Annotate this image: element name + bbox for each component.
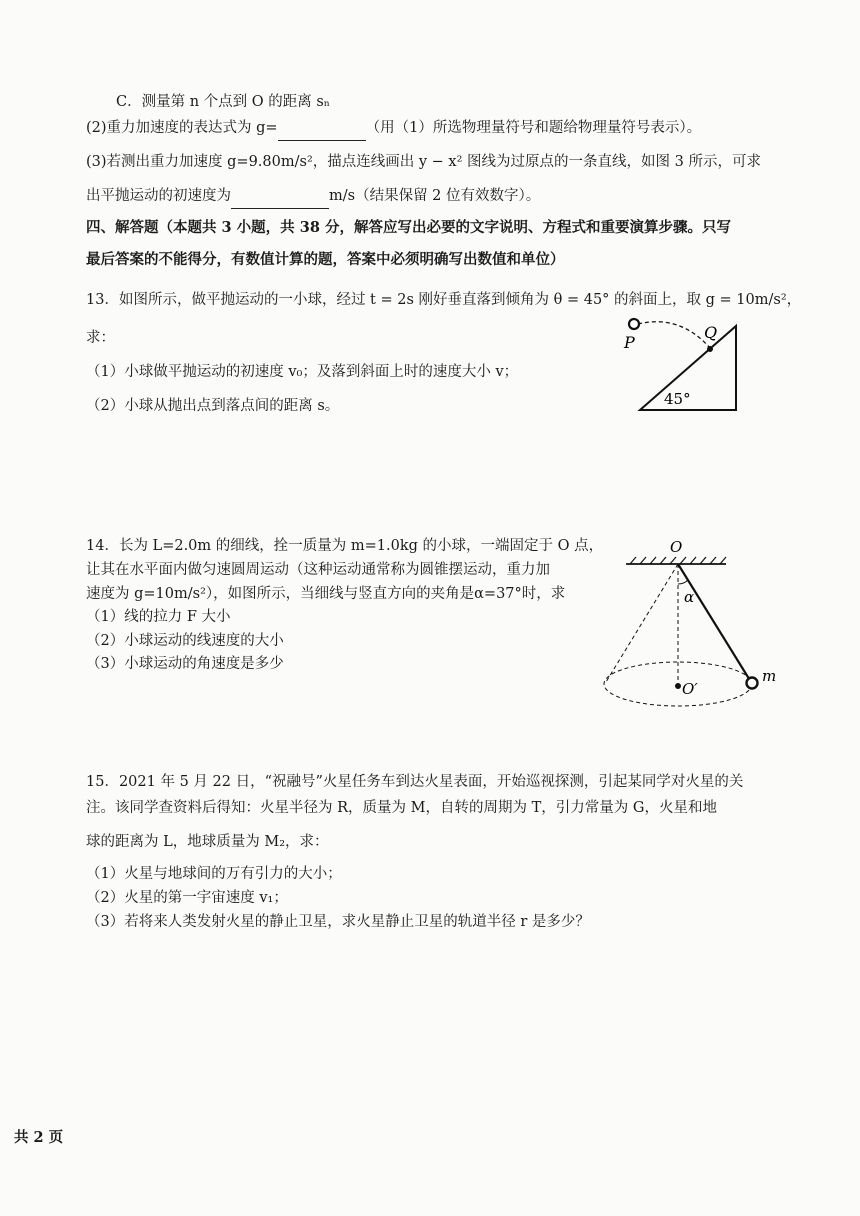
q14-stem-line1: 14．长为 L=2.0m 的细线，拴一质量为 m=1.0kg 的小球，一端固定于 O 点， — [86, 538, 604, 554]
string-line — [678, 564, 751, 682]
center-o-prime-point — [675, 683, 681, 689]
q12-option-c: C．测量第 n 个点到 O 的距离 sₙ — [116, 94, 331, 110]
q12-part3-text-b: m/s（结果保留 2 位有效数字）。 — [329, 188, 541, 204]
angle-label: 45° — [664, 390, 691, 408]
q13-subquestion-2: （2）小球从抛出点到落点间的距离 s。 — [86, 398, 340, 414]
label-alpha: α — [684, 588, 695, 606]
q12-part2-text-a: (2)重力加速度的表达式为 g= — [86, 120, 278, 136]
q14-subquestion-2: （2）小球运动的线速度的大小 — [86, 633, 284, 649]
q15-subquestion-3: （3）若将来人类发射火星的静止卫星，求火星静止卫星的轨道半径 r 是多少？ — [86, 914, 590, 930]
q15-subquestion-1: （1）火星与地球间的万有引力的大小； — [86, 866, 342, 882]
q14-subquestion-1: （1）线的拉力 F 大小 — [86, 609, 231, 625]
label-m: m — [762, 667, 777, 685]
q12-part2-text-b: （用（1）所选物理量符号和题给物理量符号表示）。 — [365, 120, 702, 136]
label-o: O — [670, 538, 683, 556]
label-q: Q — [704, 323, 718, 342]
q12-part3-line2 — [86, 186, 540, 209]
ball-m — [747, 678, 758, 689]
q12-part3-line1: (3)若测出重力加速度 g=9.80m/s²，描点连线画出 y − x² 图线为过原点的一条直线，如图 3 所示，可求 — [86, 154, 761, 170]
ball-p — [629, 319, 639, 329]
q12-part3-text-a: 出平抛运动的初速度为 — [86, 188, 231, 204]
q13-stem-line2: 求： — [86, 330, 115, 346]
q15-subquestion-2: （2）火星的第一宇宙速度 v₁； — [86, 890, 288, 906]
page-count-footer: 共 2 页 — [14, 1129, 64, 1146]
label-o-prime: O′ — [682, 680, 698, 698]
q14-stem-line3: 速度为 g=10m/s²），如图所示，当细线与竖直方向的夹角是α=37°时，求 — [86, 586, 566, 602]
landing-point-q — [707, 346, 713, 352]
q14-subquestion-3: （3）小球运动的角速度是多少 — [86, 656, 284, 672]
angle-arc — [678, 580, 688, 584]
q13-stem-line1: 13．如图所示，做平抛运动的一小球，经过 t = 2s 刚好垂直落到倾角为 θ = 45° 的斜面上，取 g = 10m/s²， — [86, 292, 802, 308]
q15-stem-line2: 注。该同学查资料后得知：火星半径为 R，质量为 M，自转的周期为 T，引力常量为 G，火星和地 — [86, 800, 717, 816]
trajectory-dashed-curve — [638, 322, 710, 348]
label-p: P — [624, 333, 635, 352]
q15-stem-line1: 15．2021 年 5 月 22 日，“祝融号”火星任务车到达火星表面，开始巡视探测，引起某同学对火星的关 — [86, 774, 744, 790]
section4-heading-line2: 最后答案的不能得分，有数值计算的题，答案中必须明确写出数值和单位） — [86, 251, 565, 268]
section4-heading-line1: 四、解答题（本题共 3 小题，共 38 分，解答应写出必要的文字说明、方程式和重要演算步骤。只写 — [86, 219, 731, 236]
q13-subquestion-1: （1）小球做平抛运动的初速度 v₀；及落到斜面上时的速度大小 v； — [86, 364, 519, 380]
q15-stem-line3: 球的距离为 L，地球质量为 M₂，求： — [86, 834, 329, 850]
answer-blank — [278, 120, 366, 141]
q13-incline-figure — [600, 308, 780, 418]
q14-conical-pendulum-figure — [596, 534, 792, 712]
q12-part2 — [86, 118, 701, 141]
q14-stem-line2: 让其在水平面内做匀速圆周运动（这种运动通常称为圆锥摆运动，重力加 — [86, 562, 550, 578]
answer-blank — [231, 188, 329, 209]
ceiling-hatching — [630, 557, 726, 564]
